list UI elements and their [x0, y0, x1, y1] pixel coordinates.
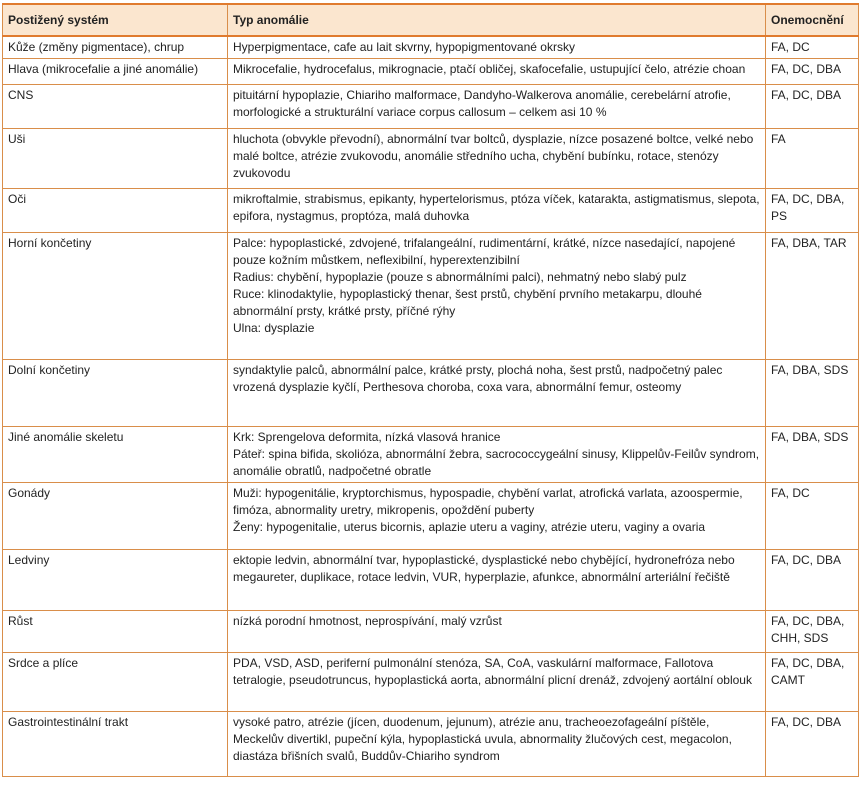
table-row: [3, 427, 859, 483]
anomaly-line: Ženy: hypogenitalie, uterus bicornis, aplazie uteru a vaginy, atrézie uteru, vaginy a ovaria: [233, 520, 706, 534]
cell-system: Dolní končetiny: [3, 360, 228, 427]
cell-anomaly: [228, 483, 766, 550]
header-system: Postižený systém: [3, 4, 228, 36]
cell-system: Gonády: [3, 483, 228, 550]
cell-disease: [766, 427, 859, 483]
cell-system: Jiné anomálie skeletu: [3, 427, 228, 483]
table-row: [3, 189, 859, 233]
cell-system: Hlava (mikrocefalie a jiné anomálie): [3, 59, 228, 85]
cell-disease: [766, 483, 859, 550]
disease-line: FA, DC: [771, 486, 810, 500]
header-row: [3, 4, 859, 36]
anomaly-line: Ruce: klinodaktylie, hypoplastický thenar, šest prstů, chybění prvního metakarpu, dlouhé abnormální prsty, krátké prsty, příčné rýhy: [233, 287, 702, 318]
header-anomaly: Typ anomálie: [228, 4, 766, 36]
table-row: [3, 129, 859, 189]
table-row: [3, 85, 859, 129]
cell-system: CNS: [3, 85, 228, 129]
anomaly-line: pituitární hypoplazie, Chiariho malformace, Dandyho-Walkerova anomálie, cerebelární atrofie, morfologické a strukturální variace corpus callosum – celkem asi 10 %: [233, 88, 731, 119]
cell-anomaly: [228, 427, 766, 483]
anomaly-line: Radius: chybění, hypoplazie (pouze s abnormálními palci), nehmatný nebo slabý pulz: [233, 270, 687, 284]
anomaly-line: Muži: hypogenitálie, kryptorchismus, hypospadie, chybění varlat, atrofická varlata, azoospermie, fimóza, abnormality uretry, mikropenis, opoždění puberty: [233, 486, 743, 517]
cell-disease: [766, 36, 859, 59]
anomaly-line: Palce: hypoplastické, zdvojené, trifalangeální, rudimentární, krátké, nízce nasedající, napojené pouze kožním můstkem, neflexibilní, hyperextenzibilní: [233, 236, 736, 267]
disease-line: FA, DBA, TAR: [771, 236, 847, 250]
cell-anomaly: [228, 550, 766, 611]
cell-anomaly: [228, 360, 766, 427]
cell-disease: [766, 59, 859, 85]
cell-anomaly: [228, 233, 766, 360]
table-row: [3, 653, 859, 712]
table-row: [3, 483, 859, 550]
disease-line: FA, DC, DBA: [771, 88, 842, 102]
anomaly-line: PDA, VSD, ASD, periferní pulmonální stenóza, SA, CoA, vaskulární malformace, Fallotova tetralogie, pseudotruncus, hypoplastická aorta, abnormální plicní drenáž, zdvojený aortální oblouk: [233, 656, 752, 687]
anomaly-line: Hyperpigmentace, cafe au lait skvrny, hypopigmentované okrsky: [233, 40, 575, 54]
anomaly-line: Páteř: spina bifida, skolióza, abnormální žebra, sacrococcygeální sinusy, Klippelův-Feilův syndrom, anomálie obratlů, nadpočetné obratle: [233, 447, 760, 478]
disease-line: FA, DC, DBA,: [771, 614, 845, 628]
cell-anomaly: [228, 129, 766, 189]
cell-anomaly: [228, 189, 766, 233]
cell-disease: [766, 129, 859, 189]
cell-anomaly: [228, 85, 766, 129]
cell-system: Oči: [3, 189, 228, 233]
anomaly-table: [2, 3, 859, 777]
cell-disease: [766, 550, 859, 611]
disease-line: FA: [771, 132, 786, 146]
anomaly-line: syndaktylie palců, abnormální palce, krátké prsty, plochá noha, šest prstů, nadpočetný palec: [233, 363, 723, 377]
cell-anomaly: [228, 712, 766, 777]
table-row: [3, 59, 859, 85]
disease-line: FA, DC, DBA: [771, 715, 842, 729]
cell-anomaly: [228, 36, 766, 59]
anomaly-line: vysoké patro, atrézie (jícen, duodenum, jejunum), atrézie anu, tracheoezofageální píštěle, Meckelův divertikl, pupeční kýla, hypoplastická uvula, abnormality žlučových cest, megacolon, diastáza břišních svalů, Buddův-Chiariho syndrom: [233, 715, 732, 763]
anomaly-line: Ulna: dysplazie: [233, 321, 315, 335]
table-row: [3, 712, 859, 777]
header-disease: Onemocnění: [766, 4, 859, 36]
cell-system: Gastrointestinální trakt: [3, 712, 228, 777]
cell-system: Ledviny: [3, 550, 228, 611]
disease-line: FA, DC: [771, 40, 810, 54]
anomaly-line: ektopie ledvin, abnormální tvar, hypoplastické, dysplastické nebo chybějící, hydronefróza nebo megaureter, duplikace, rotace ledvin, VUR, hyperplazie, afunkce, abnormální arteriální řečiště: [233, 553, 735, 584]
anomaly-line: Mikrocefalie, hydrocefalus, mikrognacie, ptačí obličej, skafocefalie, ustupující čelo, atrézie choan: [233, 62, 746, 76]
cell-anomaly: [228, 653, 766, 712]
anomaly-line: nízká porodní hmotnost, neprospívání, malý vzrůst: [233, 614, 502, 628]
cell-disease: [766, 611, 859, 653]
table-row: [3, 360, 859, 427]
anomaly-line: Krk: Sprengelova deformita, nízká vlasová hranice: [233, 430, 501, 444]
cell-system: Růst: [3, 611, 228, 653]
disease-line: FA, DBA, SDS: [771, 363, 849, 377]
cell-disease: [766, 233, 859, 360]
page: [0, 3, 862, 803]
table-row: [3, 550, 859, 611]
table-body: [3, 36, 859, 777]
cell-disease: [766, 653, 859, 712]
cell-anomaly: [228, 611, 766, 653]
table-row: [3, 233, 859, 360]
disease-line: CAMT: [771, 673, 805, 687]
table-row: [3, 611, 859, 653]
cell-disease: [766, 712, 859, 777]
disease-line: CHH, SDS: [771, 631, 829, 645]
anomaly-line: vrozená dysplazie kyčlí, Perthesova choroba, coxa vara, abnormální femur, osteomy: [233, 380, 682, 394]
disease-line: FA, DBA, SDS: [771, 430, 849, 444]
cell-system: Horní končetiny: [3, 233, 228, 360]
cell-system: Kůže (změny pigmentace), chrup: [3, 36, 228, 59]
disease-line: FA, DC, DBA, PS: [771, 192, 845, 223]
cell-anomaly: [228, 59, 766, 85]
cell-disease: [766, 360, 859, 427]
anomaly-line: mikroftalmie, strabismus, epikanty, hypertelorismus, ptóza víček, katarakta, astigmatismus, slepota, epifora, nystagmus, proptóza, malá duhovka: [233, 192, 760, 223]
disease-line: FA, DC, DBA: [771, 62, 842, 76]
cell-system: Uši: [3, 129, 228, 189]
disease-line: FA, DC, DBA: [771, 553, 842, 567]
table-row: [3, 36, 859, 59]
cell-system: Srdce a plíce: [3, 653, 228, 712]
anomaly-line: hluchota (obvykle převodní), abnormální tvar boltců, dysplazie, nízce posazené boltce, velké nebo malé boltce, atrézie zvukovodu, anomálie středního ucha, chybění bubínku, rotace, stenózy zvukovodu: [233, 132, 754, 180]
disease-line: FA, DC, DBA,: [771, 656, 845, 670]
cell-disease: [766, 85, 859, 129]
cell-disease: [766, 189, 859, 233]
